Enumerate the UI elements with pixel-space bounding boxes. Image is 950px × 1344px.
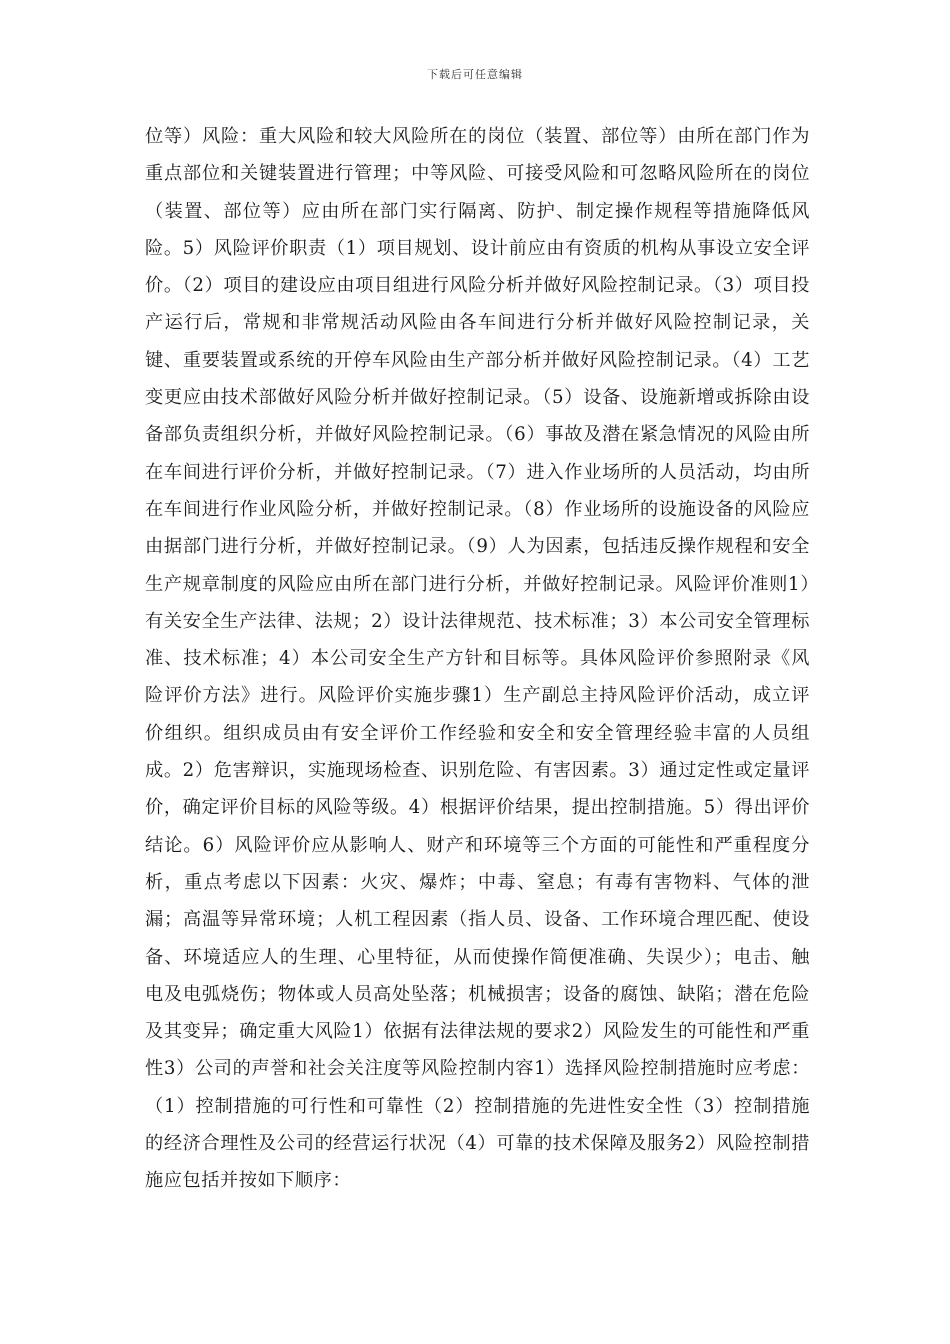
body-paragraph: 位等）风险：重大风险和较大风险所在的岗位（装置、部位等）由所在部门作为重点部位和关键装置进行管理；中等风险、可接受风险和可忽略风险所在的岗位（装置、部位等）应由所在部门实行隔离、防护、制定操作规程等措施降低风险。5）风险评价职责（1）项目规划、设计前应由有资质的机构从事设立安全评价。（2）项目的建设应由项目组进行风险分析并做好风险控制记录。（3）项目投产运行后，常规和非常规活动风险由各车间进行分析并做好风险控制记录，关键、重要装置或系统的开停车风险由生产部分析并做好风险控制记录。（4）工艺变更应由技术部做好风险分析并做好控制记录。（5）设备、设施新增或拆除由设备部负责组织分析，并做好风险控制记录。（6）事故及潜在紧急情况的风险由所在车间进行评价分析，并做好控制记录。（7）进入作业场所的人员活动，均由所在车间进行作业风险分析，并做好控制记录。（8）作业场所的设施设备的风险应由据部门进行分析，并做好控制记录。（9）人为因素，包括违反操作规程和安全生产规章制度的风险应由所在部门进行分析，并做好控制记录。风险评价准则1）有关安全生产法律、法规；2）设计法律规范、技术标准；3）本公司安全管理标准、技术标准；4）本公司安全生产方针和目标等。具体风险评价参照附录《风险评价方法》进行。风险评价实施步骤1）生产副总主持风险评价活动，成立评价组织。组织成员由有安全评价工作经验和安全和安全管理经验丰富的人员组成。2）危害辩识，实施现场检查、识别危险、有害因素。3）通过定性或定量评价，确定评价目标的风险等级。4）根据评价结果，提出控制措施。5）得出评价结论。6）风险评价应从影响人、财产和环境等三个方面的可能性和严重程度分析，重点考虑以下因素：火灾、爆炸；中毒、窒息；有毒有害物料、气体的泄漏；高温等异常环境；人机工程因素（指人员、设备、工作环境合理匹配、使设备、环境适应人的生理、心里特征，从而使操作简便准确、失误少）；电击、触电及电弧烧伤；物体或人员高处坠落；机械损害；设备的腐蚀、缺陷；潜在危险及其变异；确定重大风险1）依据有法律法规的要求2）风险发生的可能性和严重性3）公司的声誉和社会关注度等风险控制内容1）选择风险控制措施时应考虑：（1）控制措施的可行性和可靠性（2）控制措施的先进性安全性（3）控制措施的经济合理性及公司的经营运行状况（4）可靠的技术保障及服务2）风险控制措施应包括并按如下顺序： xyxy=(145,126,810,1192)
page-header: 下载后可任意编辑 xyxy=(427,68,523,81)
